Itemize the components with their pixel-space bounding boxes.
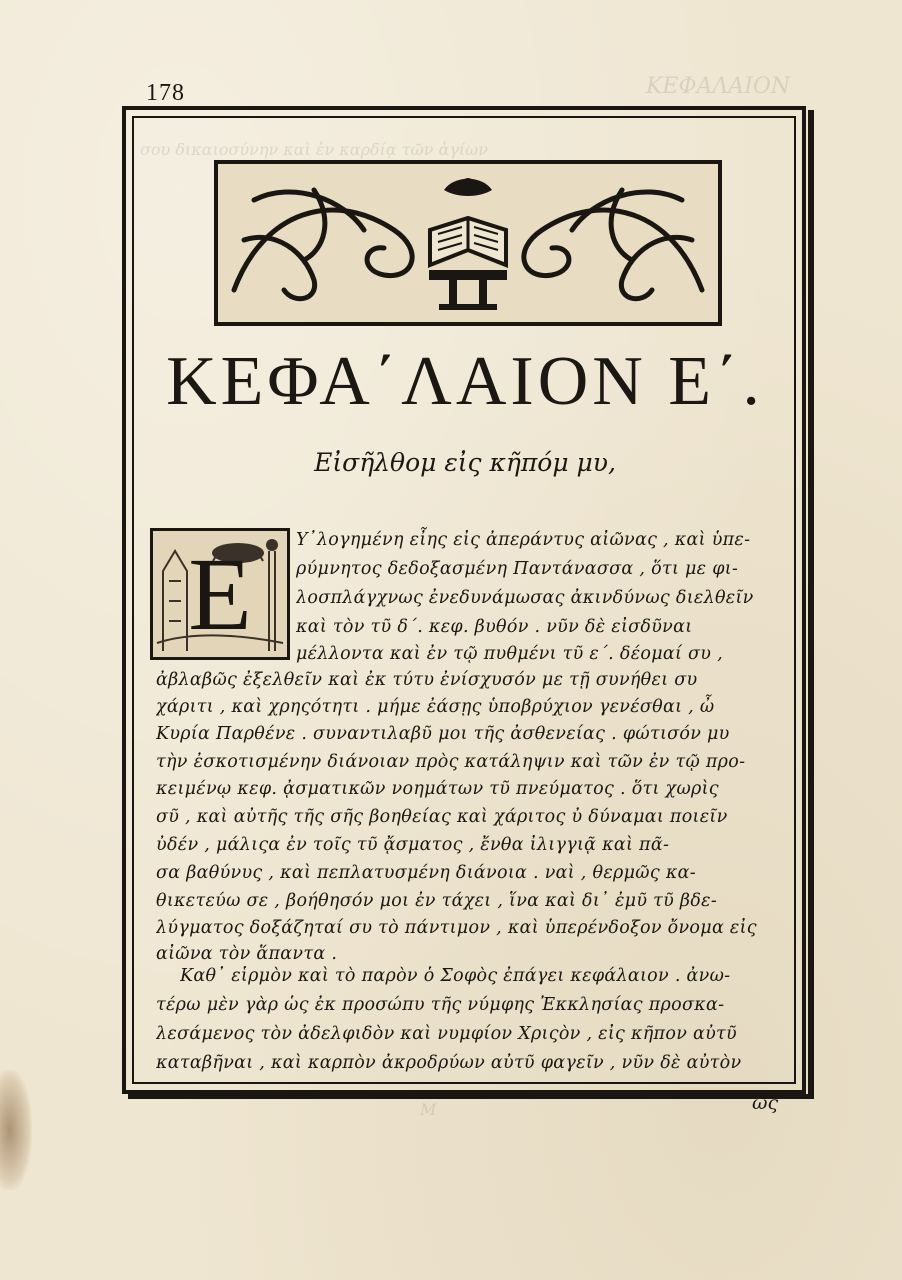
text-line: καταβῆναι , καὶ καρπὸν ἀκροδρύων αὐτῦ φαγεῖν , νῦν δὲ αὐτὸν bbox=[156, 1053, 742, 1073]
text-line: Υ᾽λογημένη εἶης εἰς ἀπεράντυς αἰῶνας , καὶ ὑπε- bbox=[296, 530, 751, 550]
text-line: Καθ᾽ εἱρμὸν καὶ τὸ παρὸν ὁ Σοφὸς ἐπάγει κεφάλαιον . ἀνω- bbox=[180, 966, 731, 986]
text-line: μέλλοντα καὶ ἐν τῷ πυθμένι τῦ ε΄. δέομαί συ , bbox=[296, 644, 723, 664]
open-book-icon bbox=[430, 218, 506, 265]
bleed-through-text: σου δικαιοσύνην καὶ ἐν καρδίᾳ τῶν ἁγίων bbox=[140, 140, 488, 159]
text-line: χάριτι , καὶ χρηςότητι . μήμε ἐάσῃς ὑποβρύχιον γενέσθαι , ὦ bbox=[156, 697, 715, 717]
text-line: λύγματος δοξάζηταί συ τὸ πάντιμον , καὶ ὑπερένδοξον ὄνομα εἰς bbox=[156, 918, 757, 938]
text-line: θικετεύω σε , βοήθησόν μοι ἐν τάχει , ἵνα καὶ δι᾽ ἐμῦ τῦ βδε- bbox=[156, 891, 718, 911]
chapter-title: ΚΕΦΑ΄ΛΑΙΟΝ Ε΄. bbox=[166, 343, 764, 420]
paper-stain bbox=[0, 1070, 32, 1190]
text-line: ὐδέν , μάλιςα ἐν τοῖς τῦ ᾄσματος , ἔνθα ἰλιγγιᾷ καὶ πᾶ- bbox=[156, 835, 670, 855]
text-line: τέρω μὲν γὰρ ὡς ἐκ προσώπυ τῆς νύμφης Ἐκκλησίας προσκα- bbox=[156, 995, 725, 1015]
text-line: ρύμνητος δεδοξασμένη Παντάνασσα , ὅτι με φι- bbox=[296, 559, 739, 579]
bleed-through-header: ΚΕΦΑΛΑΙΟΝ bbox=[646, 74, 791, 99]
text-line: κειμένῳ κεφ. ᾀσματικῶν νοημάτων τῦ πνεύματος . ὅτι χωρὶς bbox=[156, 779, 719, 799]
text-line: αἰῶνα τὸν ἅπαντα . bbox=[156, 944, 338, 964]
drop-initial-letter: Ε bbox=[188, 537, 252, 652]
text-line: λοσπλάγχνως ἐνεδυνάμωσας ἀκινδύνως διελθεῖν bbox=[296, 588, 754, 608]
frame-shadow-bottom bbox=[128, 1094, 814, 1099]
text-line: τὴν ἐσκοτισμένην διάνοιαν πρὸς κατάληψιν καὶ τῶν ἐν τῷ προ- bbox=[156, 752, 746, 772]
text-line: λεσάμενος τὸν ἀδελφιδὸν καὶ νυμφίον Χριςὸν , εἰς κῆπον αὐτῦ bbox=[156, 1024, 737, 1044]
ornamental-headpiece bbox=[214, 160, 722, 326]
epigraph: Εἰσῆλθομ εἰς κῆπόμ μυ, bbox=[314, 448, 616, 477]
text-line: σῦ , καὶ αὐτῆς τῆς σῆς βοηθείας καὶ χάριτος ὐ δύναμαι ποιεῖν bbox=[156, 807, 728, 827]
text-line: καὶ τὸν τῦ δ΄. κεφ. βυθόν . νῦν δὲ εἰσδῦναι bbox=[296, 617, 693, 637]
text-line: Κυρία Παρθένε . συναντιλαβῦ μοι τῆς ἀσθενείας . φώτισόν μυ bbox=[156, 724, 730, 744]
text-line: σα βαθύνυς , καὶ πεπλατυσμένη διάνοια . ναὶ , θερμῶς κα- bbox=[156, 863, 696, 883]
catchword: ὡς bbox=[752, 1092, 779, 1114]
text-line: ἀβλαβῶς ἐξελθεῖν καὶ ἐκ τύτυ ἐνίσχυσόν με τῇ συνήθει συ bbox=[156, 670, 698, 690]
bleed-through-footer: Μ bbox=[420, 1100, 437, 1119]
frame-shadow-right bbox=[808, 110, 814, 1096]
historiated-initial bbox=[150, 528, 290, 660]
page-number: 178 bbox=[146, 80, 185, 106]
acanthus-scroll-icon bbox=[224, 170, 712, 316]
